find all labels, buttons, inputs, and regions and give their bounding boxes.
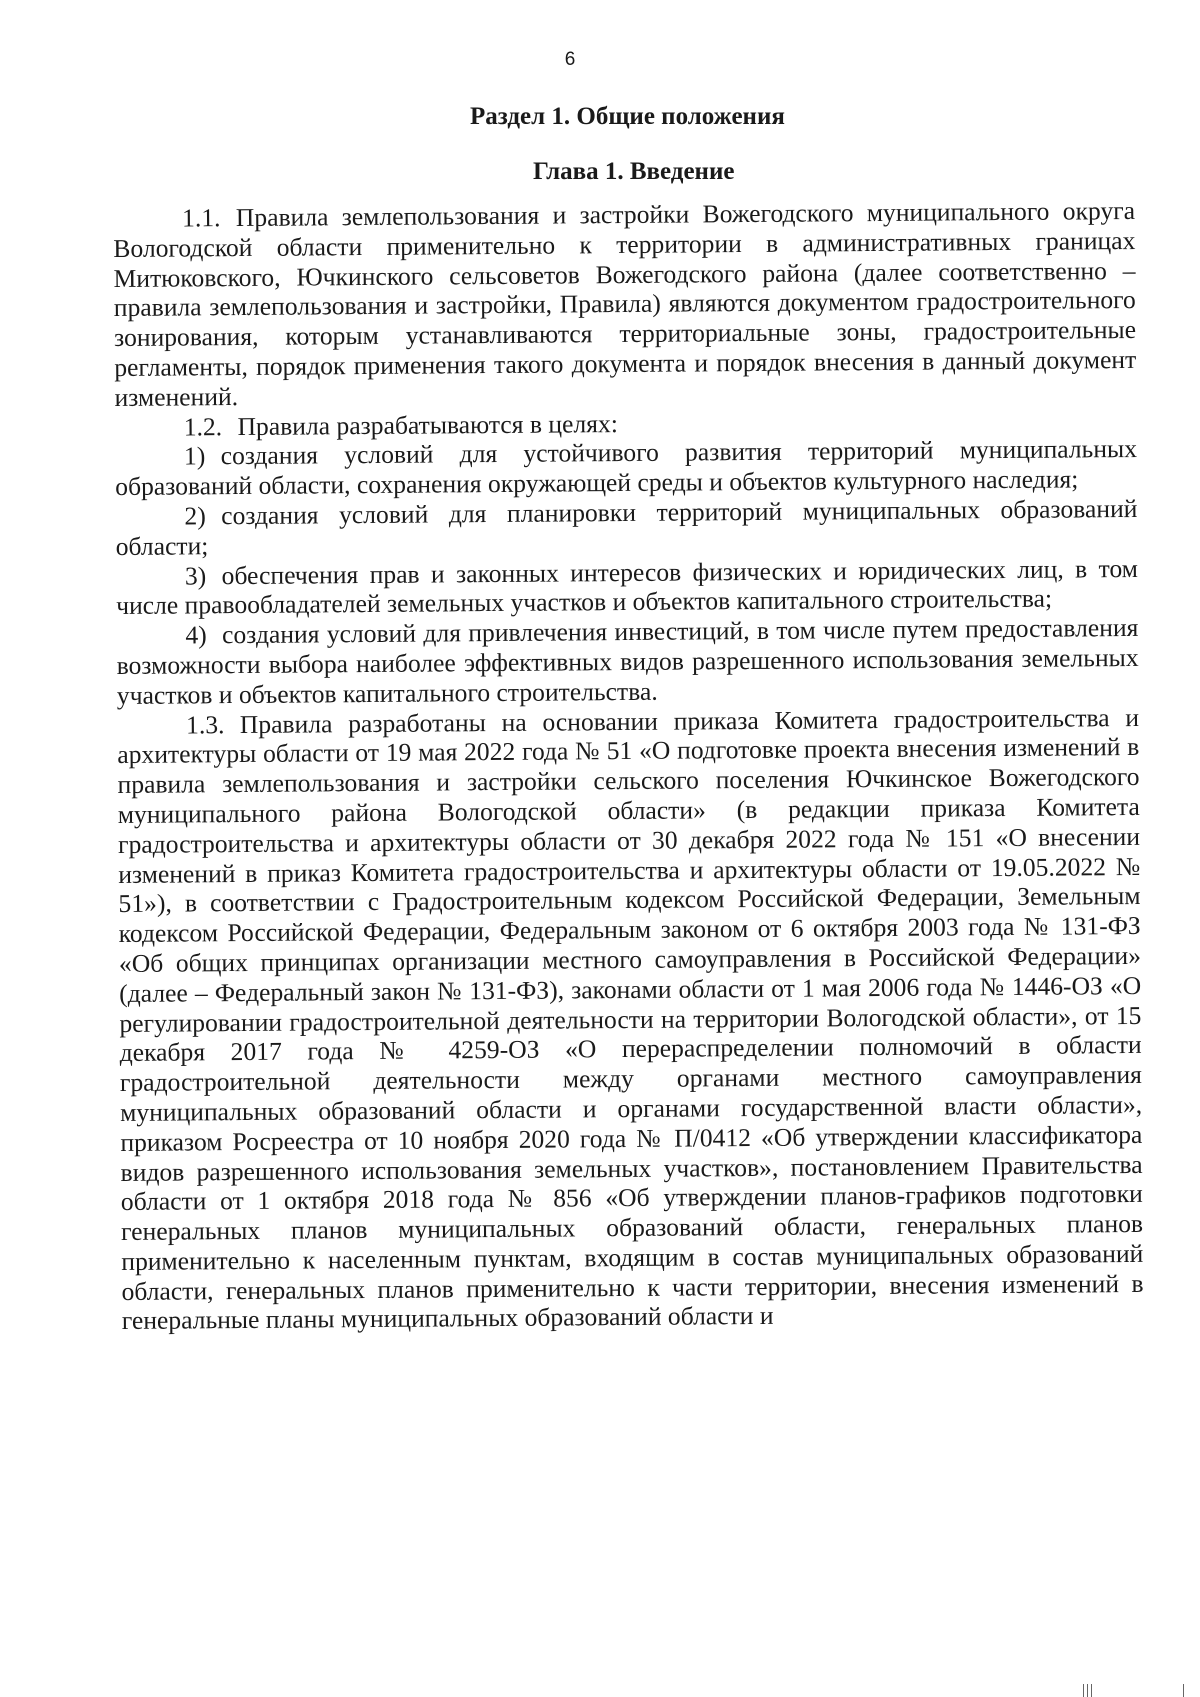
scan-edge-mark <box>1091 1684 1092 1697</box>
paragraph-1-3 <box>117 703 1144 1337</box>
paragraph-number: 1.3. <box>185 709 225 739</box>
list-item-number: 3) <box>184 560 207 591</box>
paragraph-1-1 <box>113 196 1137 413</box>
list-item-text: создания условий для планировки территорий муниципальных образований области; <box>115 493 1138 561</box>
paragraph-text: Правила разрабатываются в целях: <box>237 408 618 441</box>
paragraph-number: 1.2. <box>183 411 223 442</box>
list-item-number: 4) <box>185 620 207 650</box>
chapter-title: Глава 1. Введение <box>533 158 735 185</box>
list-item-text: создания условий для устойчивого развития территорий муниципальных образований области, сохранения окружающей среды и объектов культурного наследия; <box>115 434 1138 502</box>
paragraph-text: Правила разработаны на основании приказа Комитета градостроительства и архитектуры области от 19 мая 2022 года № 51 «О подготовке проекта внесения изменений в правила землепользования и застройки сельского поселения Ючкинское Вожегодского муниципального района Вологодской области» (в редакции приказа Комитета градостроительства и архитектуры области от 30 декабря 2022 года № 151 «О внесении изменений в приказ Комитета градостроительства и архитектуры области от 19.05.2022 № 51»), в соответствии с Градостроительным кодексом Российской Федерации, Земельным кодексом Российской Федерации, Федеральным законом от 6 октября 2003 года № 131-ФЗ «Об общих принципах организации местного самоуправления в Российской Федерации» (далее – Федеральный закон № 131-ФЗ), законами области от 1 мая 2006 года № 1446-ОЗ «О регулировании градостроительной деятельности на территории Вологодской области», от 15 декабря 2017 года № 4259-ОЗ «О перераспределении полномочий в области градостроительной деятельности между органами местного самоуправления муниципальных образований области и органами государственной власти области», приказом Росреестра от 10 ноября 2020 года № П/0412 «Об утверждении классификатора видов разрешенного использования земельных участков», постановлением Правительства области от 1 октября 2018 года № 856 «Об утверждении планов-графиков подготовки генеральных планов муниципальных образований области, генеральных планов применительно к населенным пунктам, входящим в состав муниципальных образований области, генеральных планов применительно к части территории, внесения изменений в генеральные планы муниципальных образований области и <box>117 702 1144 1336</box>
page-number: 6 <box>564 49 576 70</box>
list-item-2 <box>115 494 1137 562</box>
list-item-1 <box>115 434 1137 502</box>
paragraph-text: Правила землепользования и застройки Вожегодского муниципального округа Вологодской области применительно к территории в административных границах Митюковского, Ючкинского сельсоветов Вожегодского района (далее соответственно – правила землепользования и застройки, Правила) являются документом градостроительного зонирования, которым устанавливаются территориальные зоны, градостроительные регламенты, порядок применения такого документа и порядок внесения в данный документ изменений. <box>113 195 1137 412</box>
list-item-number: 2) <box>184 501 206 531</box>
section-title: Раздел 1. Общие положения <box>470 103 785 130</box>
list-item-3 <box>116 554 1138 622</box>
paragraph-number: 1.1. <box>181 203 221 233</box>
list-item-4 <box>116 613 1139 710</box>
scan-edge-mark <box>1183 1684 1184 1697</box>
list-item-text: создания условий для привлечения инвестиций, в том числе путем предоставления возможности выбора наиболее эффективных видов разрешенного использования земельных участков и объектов капитального строительства. <box>116 613 1139 710</box>
scan-edge-mark <box>1087 1684 1088 1697</box>
document-body <box>113 196 1144 1336</box>
list-item-text: обеспечения прав и законных интересов физических и юридических лиц, в том числе правообладателей земельных участков и объектов капитального строительства; <box>116 553 1139 621</box>
list-item-number: 1) <box>183 441 206 471</box>
scan-edge-mark <box>1083 1684 1084 1697</box>
